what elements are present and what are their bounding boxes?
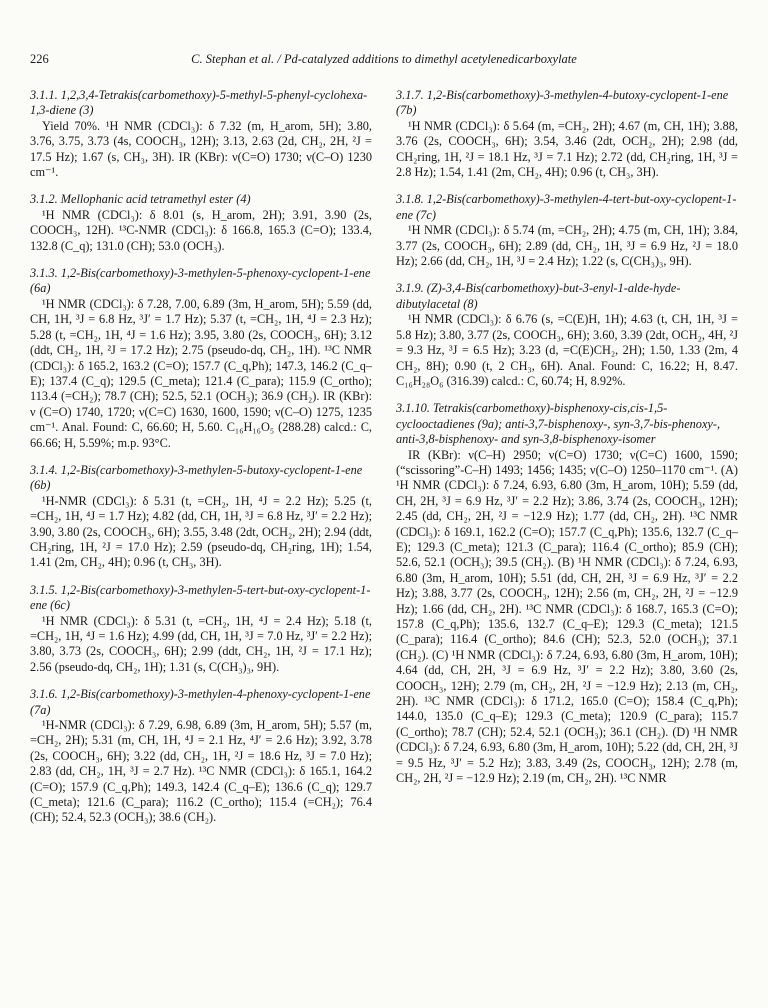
experimental-section xyxy=(30,463,372,571)
section-heading: 3.1.8. 1,2-Bis(carbomethoxy)-3-methylen-4-tert-but-oxy-cyclopent-1-ene (7c) xyxy=(396,192,737,222)
experimental-section xyxy=(30,88,372,180)
section-heading: 3.1.6. 1,2-Bis(carbomethoxy)-3-methylen-4-phenoxy-cyclopent-1-ene (7a) xyxy=(30,687,371,717)
section-body: ¹H NMR (CDCl₃): δ 8.01 (s, H_arom, 2H); 3.91, 3.90 (2s, COOCH₃, 12H). ¹³C-NMR (CDCl₃): δ 166.8, 165.3 (C=O); 133.4, 132.8 (C_q); 131.0 (CH); 53.0 (OCH₃). xyxy=(30,207,372,253)
section-heading: 3.1.2. Mellophanic acid tetramethyl ester (4) xyxy=(30,192,251,207)
experimental-section xyxy=(30,192,372,254)
experimental-section xyxy=(30,266,372,451)
section-body: ¹H NMR (CDCl₃): δ 5.64 (m, =CH₂, 2H); 4.67 (m, CH, 1H); 3.88, 3.76 (2s, COOCH₃, 6H); 3.54, 3.46 (2dt, OCH₂, 2H); 2.98 (dd, CH₂ring, 1H, ²J = 18.1 Hz, ³J = 7.1 Hz); 2.72 (dd, CH₂ring, 1H, ³J = 2.8 Hz); 1.54, 1.41 (2m, CH₂, 4H); 0.96 (t, CH₃, 3H). xyxy=(396,118,738,180)
section-body: IR (KBr): ν(C–H) 2950; ν(C=O) 1730; ν(C=C) 1600, 1590; (“scissoring”-C–H) 1493; 1456; 1435; ν(C–O) 1250–1170 cm⁻¹. (A) ¹H NMR (CDCl₃): δ 7.24, 6.93, 6.80 (3m, H_arom, 10H); 5.59 (dd, CH, 2H, ³J = 6.9 Hz, ³J′ = 2.2 Hz); 3.86, 3.74 (2s, COOCH₃, 12H); 2.45 (dd, CH₂, 2H, ²J = −12.9 Hz); 1.77 (dd, CH₂, 2H). ¹³C NMR (CDCl₃): δ 169.1, 162.2 (C=O); 157.7 (C_q,Ph); 135.6, 132.7 (C_q–E); 129.3 (C_meta); 121.3 (C_para); 116.4 (C_ortho); 85.9 (CH); 52.6, 52.1 (OCH₃); 39.5 (CH₂). (B) ¹H NMR (CDCl₃): δ 7.24, 6.93, 6.80 (3m, H_arom, 10H); 5.51 (dd, CH, 2H, ³J = 6.9 Hz, ³J′ = 2.2 Hz); 3.88, 3.77 (2s, COOCH₃, 12H); 2.56 (m, CH₂, 2H, ²J = −12.9 Hz); 1.66 (dd, CH₂, 2H). ¹³C NMR (CDCl₃): δ 168.7, 165.3 (C=O); 157.8 (C_q,Ph); 135.6, 132.7 (C_q–E); 129.3 (C_meta); 121.5 (C_para); 116.4 (C_ortho); 84.6 (CH); 52.3, 52.0 (OCH₃); 37.1 (CH₂). (C) ¹H NMR (CDCl₃): δ 7.24, 6.93, 6.80 (3m, H_arom, 10H); 4.64 (dd, CH, 2H, ³J = 6.9 Hz, ³J′ = 2.2 Hz); 3.80, 3.60 (2s, COOCH₃, 12H); 2.79 (m, CH₂, 2H, ²J = −12.9 Hz); 2.13 (m, CH₂, 2H). ¹³C NMR (CDCl₃): δ 171.2, 165.0 (C=O); 158.4 (C_q,Ph); 144.0, 135.0 (C_q–E); 129.3 (C_meta); 120.9 (C_para); 115.7 (C_ortho); 78.7 (CH); 52.4, 52.1 (OCH₃); 36.1 (CH₂). (D) ¹H NMR (CDCl₃): δ 7.24, 6.93, 6.80 (3m, H_arom, 10H); 5.22 (dd, CH, 2H, ³J = 9.5 Hz, ³J′ = 5.2 Hz); 3.83, 3.49 (2s, COOCH₃, 12H); 2.78 (m, CH₂, 2H, ²J = −12.9 Hz); 2.19 (m, CH₂, 2H). ¹³C NMR xyxy=(396,447,738,786)
section-body: ¹H-NMR (CDCl₃): δ 7.29, 6.98, 6.89 (3m, H_arom, 5H); 5.57 (m, =CH₂, 2H); 5.31 (m, CH, 1H, ⁴J = 2.1 Hz, ⁴J′ = 2.6 Hz); 3.92, 3.78 (2s, COOCH₃, 6H); 3.22 (dd, CH₂, 1H, ²J = 18.6 Hz, ³J = 7.0 Hz); 2.83 (dd, CH₂, 1H, ³J = 2.7 Hz). ¹³C NMR (CDCl₃): δ 165.1, 164.2 (C=O); 157.9 (C_q,Ph); 149.3, 142.4 (C_q–E); 136.6 (C_q); 129.7 (C_meta); 121.6 (C_para); 116.2 (C_ortho); 115.4 (=CH₂); 76.4 (CH); 52.4, 52.3 (OCH₃); 38.6 (CH₂). xyxy=(30,718,372,825)
left-column xyxy=(30,88,372,838)
experimental-section xyxy=(30,583,372,675)
section-body: Yield 70%. ¹H NMR (CDCl₃): δ 7.32 (m, H_arom, 5H); 3.80, 3.76, 3.75, 3.73 (4s, COOCH₃, 12H); 3.13, 2.63 (2d, CH₂, 2H, ²J = 17.5 Hz); 1.67 (s, CH₃, 3H). IR (KBr): ν(C=O) 1730; ν(C–O) 1230 cm⁻¹. xyxy=(30,118,372,180)
experimental-section xyxy=(30,687,372,826)
section-body: ¹H NMR (CDCl₃): δ 5.31 (t, =CH₂, 1H, ⁴J = 2.4 Hz); 5.18 (t, =CH₂, 1H, ⁴J = 1.6 Hz); 4.99 (dd, CH, 1H, ³J = 7.0 Hz, ³J′ = 2.2 Hz); 3.80, 3.73 (2s, COOCH₃, 6H); 2.99 (ddt, CH₂, 1H, ²J = 17.1 Hz); 2.56 (pseudo-dq, CH₂, 1H); 1.31 (s, C(CH₃)₃, 9H). xyxy=(30,613,372,674)
page-number: 226 xyxy=(30,52,49,66)
running-title: C. Stephan et al. / Pd-catalyzed additions to dimethyl acetylenedicarboxylate xyxy=(191,52,577,66)
section-body: ¹H-NMR (CDCl₃): δ 5.31 (t, =CH₂, 1H, ⁴J = 2.2 Hz); 5.25 (t, =CH₂, 1H, ⁴J = 1.7 Hz); 4.82 (dd, CH, 1H, ³J = 6.8 Hz, ³J′ = 2.2 Hz); 3.90, 3.80 (2s, COOCH₃, 6H); 3.55, 3.48 (2dt, OCH₂, 2H); 2.94 (ddt, CH₂ring, 1H, ²J = 17.0 Hz); 2.59 (pseudo-dq, CH₂ring, 1H); 1.54, 1.41 (2m, CH₂, 4H); 0.96 (t, CH₃, 3H). xyxy=(30,493,372,570)
section-heading: 3.1.5. 1,2-Bis(carbomethoxy)-3-methylen-5-tert-but-oxy-cyclopent-1-ene (6c) xyxy=(30,582,371,613)
experimental-section xyxy=(396,401,738,786)
experimental-section xyxy=(396,88,738,180)
section-heading: 3.1.9. (Z)-3,4-Bis(carbomethoxy)-but-3-enyl-1-alde-hyde-dibutylacetal (8) xyxy=(396,281,681,311)
section-body: ¹H NMR (CDCl₃): δ 6.76 (s, =C(E)H, 1H); 4.63 (t, CH, 1H, ³J = 5.8 Hz); 3.80, 3.77 (2s, COOCH₃, 6H); 3.60, 3.39 (2dt, OCH₂, 4H, ²J = 9.3 Hz, ³J = 6.5 Hz); 3.23 (d, =C(E)CH₂, 2H); 1.50, 1.33 (2m, 4 CH₂, 8H); 0.90 (t, 2 CH₃, 6H). Anal. Found: C, 16.22; H, 8.47. C₁₆H₂₈O₆ (316.39) calcd.: C, 60.74; H, 8.92%. xyxy=(396,312,738,388)
section-heading: 3.1.7. 1,2-Bis(carbomethoxy)-3-methylen-4-butoxy-cyclopent-1-ene (7b) xyxy=(396,88,729,118)
section-heading: 3.1.4. 1,2-Bis(carbomethoxy)-3-methylen-5-butoxy-cyclopent-1-ene (6b) xyxy=(30,462,363,493)
right-column xyxy=(396,88,738,798)
section-body: ¹H NMR (CDCl₃): δ 7.28, 7.00, 6.89 (3m, H_arom, 5H); 5.59 (dd, CH, 1H, ³J = 6.8 Hz, ³J′ = 1.7 Hz); 5.37 (t, =CH₂, 1H, ⁴J = 2.3 Hz); 5.28 (t, =CH₂, 1H, ⁴J = 1.6 Hz); 3.95, 3.80 (2s, COOCH₃, 6H); 3.12 (ddt, CH₂, 1H, ²J = 17.2 Hz); 2.75 (pseudo-dq, CH₂, 1H). ¹³C NMR (CDCl₃): δ 165.2, 163.2 (C=O); 157.7 (C_q,Ph); 147.3, 146.2 (C_q–E); 137.4 (C_q); 129.5 (C_meta); 121.4 (C_para); 115.9 (C_ortho); 113.4 (=CH₂); 78.7 (CH); 52.5, 52.1 (OCH₃); 36.9 (CH₂). IR (KBr): ν (C=O) 1740, 1720; ν(C=C) 1630, 1600, 1590; ν(C–O) 1275, 1235 cm⁻¹. Anal. Found: C, 66.60; H, 5.60. C₁₆H₁₆O₅ (288.28) calcd.: C, 66.66; H, 5.59%; m.p. 93°C. xyxy=(30,296,372,450)
section-heading: 3.1.3. 1,2-Bis(carbomethoxy)-3-methylen-5-phenoxy-cyclopent-1-ene (6a) xyxy=(30,266,371,296)
section-body: ¹H NMR (CDCl₃): δ 5.74 (m, =CH₂, 2H); 4.75 (m, CH, 1H); 3.84, 3.77 (2s, COOCH₃, 6H); 2.89 (dd, CH₂, 1H, ³J = 6.9 Hz, ²J = 18.0 Hz); 2.66 (dd, CH₂, 1H, ³J = 2.4 Hz); 1.22 (s, C(CH₃)₃, 9H). xyxy=(396,223,738,269)
section-heading: 3.1.10. Tetrakis(carbomethoxy)-bisphenoxy-cis,cis-1,5-cyclooctadienes (9a); anti-3,7-bisphenoxy-, syn-3,7-bis-phenoxy-, anti-3,8-bisphenoxy- and syn-3,8-bisphenoxy-isomer xyxy=(396,401,721,447)
section-heading: 3.1.1. 1,2,3,4-Tetrakis(carbomethoxy)-5-methyl-5-phenyl-cyclohexa-1,3-diene (3) xyxy=(30,88,368,118)
experimental-section xyxy=(396,281,738,389)
experimental-section xyxy=(396,192,738,269)
page-header xyxy=(30,52,738,72)
